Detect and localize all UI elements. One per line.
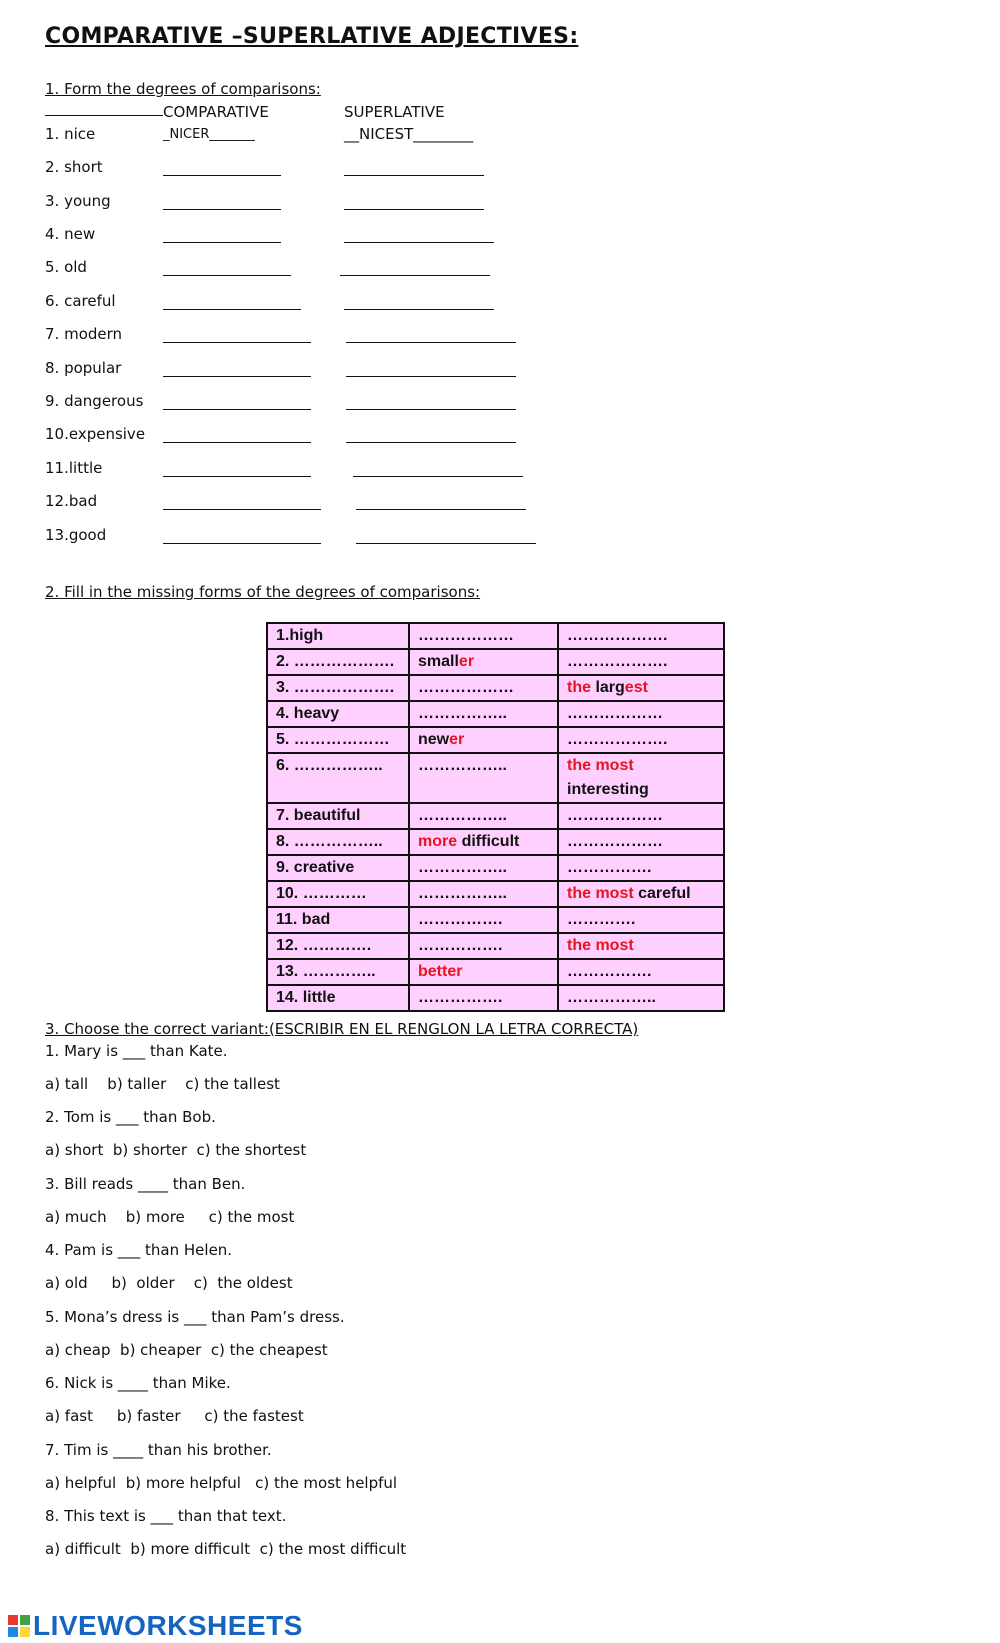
superlative-blank[interactable] [346, 442, 516, 443]
cell-text: 13. ………….. [276, 963, 376, 980]
table-row [267, 907, 724, 933]
cell-text: ……………… [567, 833, 663, 850]
superlative-answer: __NICEST________ [344, 125, 474, 143]
cell-text: ……………. [418, 911, 503, 928]
item-label: 8. popular [45, 359, 122, 377]
superlative-blank[interactable] [346, 409, 516, 410]
cell-text: 6. …………….. [276, 757, 383, 774]
cell-text: …………….. [567, 989, 656, 1006]
cell-text: 7. beautiful [276, 807, 361, 824]
item-label: 1. nice [45, 125, 96, 143]
table-cell[interactable] [267, 803, 409, 829]
cell-text: 4. heavy [276, 705, 340, 722]
table-cell[interactable] [409, 907, 558, 933]
item-label: 9. dangerous [45, 392, 144, 410]
table-row [267, 727, 724, 753]
cell-text: 1.high [276, 627, 324, 644]
question-text: 5. Mona’s dress is ___ than Pam’s dress. [45, 1308, 345, 1326]
table-cell[interactable] [409, 701, 558, 727]
table-cell[interactable] [558, 959, 724, 985]
comparative-blank[interactable] [163, 175, 281, 176]
item-label: 5. old [45, 258, 87, 276]
cell-text: ……………… [418, 679, 514, 696]
table-row [267, 959, 724, 985]
page-title: COMPARATIVE –SUPERLATIVE ADJECTIVES: [45, 24, 579, 49]
cell-text: ……………. [567, 859, 652, 876]
superlative-blank[interactable] [344, 242, 494, 243]
cell-text: larg [595, 679, 625, 696]
cell-text: ……………… [567, 807, 663, 824]
cell-text: 8. …………….. [276, 833, 383, 850]
table-row [267, 675, 724, 701]
table-row [267, 933, 724, 959]
logo-grid-icon [8, 1615, 30, 1637]
cell-text: …………….. [418, 757, 507, 774]
comparative-blank[interactable] [163, 242, 281, 243]
table-cell[interactable] [409, 623, 558, 649]
table-cell[interactable] [409, 959, 558, 985]
item-label: 13.good [45, 526, 107, 544]
cell-text: the most [567, 885, 639, 902]
table-row [267, 753, 724, 803]
superlative-blank[interactable] [344, 175, 484, 176]
table-cell[interactable] [267, 727, 409, 753]
table-cell[interactable] [558, 907, 724, 933]
comparative-blank[interactable] [163, 275, 291, 276]
comparative-blank[interactable] [163, 209, 281, 210]
table-cell[interactable] [558, 675, 724, 701]
table-cell[interactable] [267, 959, 409, 985]
table-row [267, 623, 724, 649]
cell-text: more [418, 833, 462, 850]
cell-text: er [458, 653, 475, 670]
answer-options: a) old b) older c) the oldest [45, 1274, 293, 1292]
table-row [267, 855, 724, 881]
superlative-blank[interactable] [353, 476, 523, 477]
answer-options: a) fast b) faster c) the fastest [45, 1407, 304, 1425]
table-cell[interactable] [267, 881, 409, 907]
fill-in-table [266, 622, 725, 1012]
cell-text: 2. ………………. [276, 653, 395, 670]
cell-text: 5. ……………… [276, 731, 390, 748]
question-text: 4. Pam is ___ than Helen. [45, 1241, 233, 1259]
table-cell[interactable] [267, 623, 409, 649]
item-label: 3. young [45, 192, 111, 210]
cell-text: 9. creative [276, 859, 355, 876]
table-row [267, 881, 724, 907]
cell-text: better [418, 963, 463, 980]
table-cell[interactable] [267, 649, 409, 675]
superlative-blank[interactable] [340, 275, 490, 276]
table-cell[interactable] [409, 727, 558, 753]
comparative-blank[interactable] [163, 409, 311, 410]
superlative-blank[interactable] [344, 309, 494, 310]
superlative-blank[interactable] [344, 209, 484, 210]
cell-text: ………………. [567, 627, 668, 644]
cell-text: ……………… [418, 627, 514, 644]
table-cell[interactable] [409, 881, 558, 907]
item-label: 6. careful [45, 292, 116, 310]
liveworksheets-logo [8, 1610, 303, 1642]
cell-text: 3. ………………. [276, 679, 395, 696]
cell-text: 11. bad [276, 911, 331, 928]
comparative-blank[interactable] [163, 376, 311, 377]
superlative-blank[interactable] [356, 543, 536, 544]
table-row [267, 803, 724, 829]
table-row [267, 985, 724, 1011]
question-text: 6. Nick is ____ than Mike. [45, 1374, 231, 1392]
question-text: 8. This text is ___ than that text. [45, 1507, 287, 1525]
table-cell[interactable] [409, 649, 558, 675]
item-label: 4. new [45, 225, 96, 243]
item-label: 7. modern [45, 325, 123, 343]
cell-text: ………………. [567, 653, 668, 670]
table-cell[interactable] [267, 907, 409, 933]
cell-text: difficult [461, 833, 520, 850]
cell-text: est [624, 679, 648, 696]
answer-options: a) cheap b) cheaper c) the cheapest [45, 1341, 328, 1359]
table-cell[interactable] [409, 933, 558, 959]
table-cell[interactable] [558, 649, 724, 675]
comparative-answer: _NICER_______ [163, 127, 255, 142]
cell-text: interesting [567, 781, 649, 798]
cell-text: ……………… [567, 705, 663, 722]
question-text: 7. Tim is ____ than his brother. [45, 1441, 272, 1459]
cell-text: the most [567, 937, 634, 954]
cell-text: 12. …………. [276, 937, 372, 954]
superlative-blank[interactable] [356, 509, 526, 510]
cell-text: …………….. [418, 807, 507, 824]
comparative-blank[interactable] [163, 509, 321, 510]
cell-text: …………. [567, 911, 636, 928]
table-cell[interactable] [558, 855, 724, 881]
comparative-blank[interactable] [163, 476, 311, 477]
table-cell[interactable] [409, 675, 558, 701]
table-cell[interactable] [409, 985, 558, 1011]
answer-options: a) helpful b) more helpful c) the most helpful [45, 1474, 398, 1492]
cell-text: ……………. [418, 989, 503, 1006]
section3-heading: 3. Choose the correct variant:(ESCRIBIR EN EL RENGLON LA LETRA CORRECTA) [45, 1020, 639, 1038]
answer-options: a) short b) shorter c) the shortest [45, 1141, 307, 1159]
cell-text: the most [567, 757, 634, 774]
cell-text: new [418, 731, 450, 748]
table-cell[interactable] [267, 855, 409, 881]
cell-text: 10. ………… [276, 885, 367, 902]
item-label: 11.little [45, 459, 103, 477]
table-cell[interactable] [267, 829, 409, 855]
comparative-blank[interactable] [163, 309, 301, 310]
table-cell[interactable] [409, 753, 558, 803]
table-cell[interactable] [267, 701, 409, 727]
table-row [267, 701, 724, 727]
table-cell[interactable] [558, 701, 724, 727]
comparative-blank[interactable] [163, 543, 321, 544]
table-cell[interactable] [409, 855, 558, 881]
superlative-header: SUPERLATIVE [344, 103, 445, 121]
item-label: 10.expensive [45, 425, 146, 443]
answer-options: a) difficult b) more difficult c) the most difficult [45, 1540, 407, 1558]
cell-text: careful [638, 885, 691, 902]
table-cell[interactable] [558, 727, 724, 753]
table-row [267, 649, 724, 675]
cell-text: the [567, 679, 596, 696]
cell-text: …………….. [418, 885, 507, 902]
table-cell[interactable] [558, 985, 724, 1011]
cell-text: er [449, 731, 465, 748]
item-label: 12.bad [45, 492, 98, 510]
superlative-blank[interactable] [346, 376, 516, 377]
cell-text: 14. little [276, 989, 336, 1006]
table-cell[interactable] [558, 623, 724, 649]
table-cell[interactable] [558, 753, 724, 803]
comparative-blank[interactable] [163, 342, 311, 343]
table-cell[interactable] [267, 753, 409, 803]
header-blank-line [45, 115, 163, 116]
table-cell[interactable] [409, 803, 558, 829]
question-text: 3. Bill reads ____ than Ben. [45, 1175, 246, 1193]
table-cell[interactable] [409, 829, 558, 855]
cell-text: ………………. [567, 731, 668, 748]
comparative-blank[interactable] [163, 442, 311, 443]
item-label: 2. short [45, 158, 103, 176]
table-cell[interactable] [558, 803, 724, 829]
answer-options: a) much b) more c) the most [45, 1208, 295, 1226]
cell-text: ……………. [567, 963, 652, 980]
cell-text: ……………. [418, 937, 503, 954]
comparative-header: COMPARATIVE [163, 103, 269, 121]
answer-options: a) tall b) taller c) the tallest [45, 1075, 280, 1093]
table-row [267, 829, 724, 855]
logo-text: LIVEWORKSHEETS [33, 1610, 303, 1641]
table-cell[interactable] [267, 933, 409, 959]
table-cell[interactable] [558, 881, 724, 907]
question-text: 1. Mary is ___ than Kate. [45, 1042, 228, 1060]
table-cell[interactable] [267, 675, 409, 701]
cell-text: small [418, 653, 459, 670]
cell-text: …………….. [418, 705, 507, 722]
question-text: 2. Tom is ___ than Bob. [45, 1108, 216, 1126]
table-cell[interactable] [558, 933, 724, 959]
superlative-blank[interactable] [346, 342, 516, 343]
cell-text: …………….. [418, 859, 507, 876]
table-cell[interactable] [558, 829, 724, 855]
section2-heading: 2. Fill in the missing forms of the degrees of comparisons: [45, 583, 481, 601]
table-cell[interactable] [267, 985, 409, 1011]
section1-heading: 1. Form the degrees of comparisons: [45, 80, 321, 98]
